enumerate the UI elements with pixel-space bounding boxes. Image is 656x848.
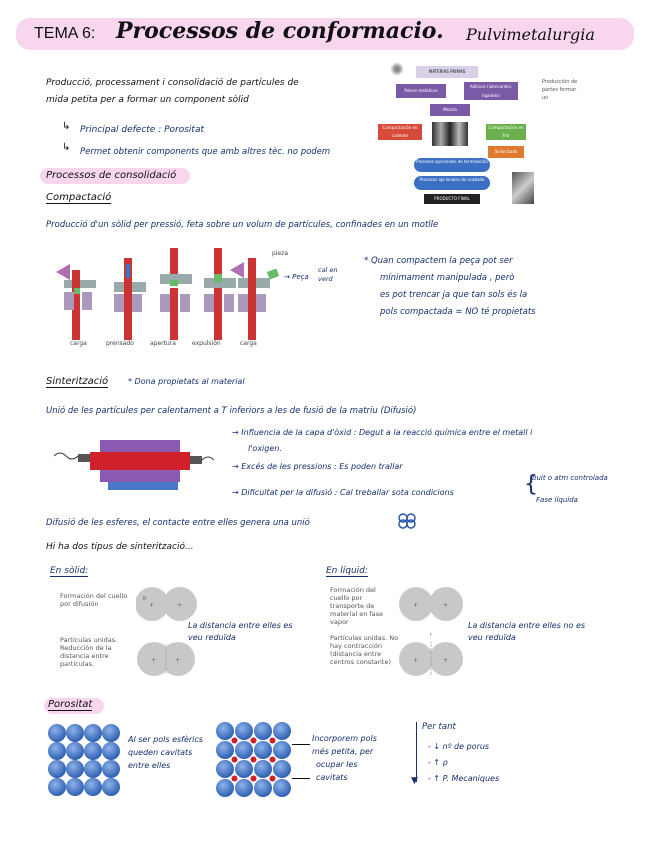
porositat-note-1c: entre elles bbox=[128, 761, 171, 770]
liquid-text-1: Formación del cuello por transporte de material en fase vapor bbox=[330, 586, 384, 626]
compact-note-3: es pot trencar ja que tan sols és la bbox=[380, 290, 528, 300]
brace-icon: { bbox=[524, 472, 538, 497]
sinter-bullet-3-top: buit o atm controlada bbox=[532, 474, 608, 482]
flow-sint: Sinterizado bbox=[488, 146, 524, 158]
flow-left: Polvos metálicos bbox=[396, 84, 446, 98]
arrow-icon: ↳ bbox=[62, 121, 71, 132]
flow-diagram bbox=[378, 62, 538, 208]
porositat-note-1a: Al ser pols esfèrics bbox=[128, 735, 203, 744]
compact-note-2: mínimament manipulada , però bbox=[380, 273, 515, 283]
pointer-line bbox=[292, 778, 310, 779]
flow-photo bbox=[432, 122, 468, 146]
compactacio-heading: Compactació bbox=[46, 192, 112, 203]
peca-label: → Peça bbox=[284, 273, 309, 281]
solid-text-2: Partículas unidas. Reducción de la distancia entre partículas. bbox=[60, 636, 118, 668]
sinter-bullet-1b: l'oxigen. bbox=[248, 444, 282, 453]
svg-text:+: + bbox=[413, 602, 419, 609]
press-label-2: prensado bbox=[106, 340, 134, 347]
flow-photo-2 bbox=[512, 172, 534, 204]
press-label-1: carga bbox=[70, 340, 87, 347]
liquid-heading: En líquid: bbox=[326, 566, 368, 576]
sinteritzat-desc: Unió de les partícules per calentament a T inferiors a les de fusió de la matriu (Difusió) bbox=[46, 406, 417, 416]
sinter-bullet-1-text: Influencia de la capa d'òxid : Degut a la reacció química entre el metall i bbox=[241, 428, 533, 437]
flow-final: PRODUCTO FINAL bbox=[424, 194, 480, 204]
down-arrow-icon: ▼ bbox=[411, 776, 418, 786]
solid-text-1: Formación del cuello por difusión bbox=[60, 592, 128, 608]
rings-icon bbox=[396, 512, 418, 530]
pointer-line bbox=[292, 744, 310, 745]
arrow-icon: ↳ bbox=[62, 142, 71, 153]
press-label-5: carga bbox=[240, 340, 257, 347]
result-1: - ↓ nº de porus bbox=[428, 742, 490, 751]
peca-text: Peça bbox=[292, 273, 309, 281]
press-label-4: expulsión bbox=[192, 340, 221, 347]
liquid-note: La distancia entre elles no es veu reduïda bbox=[468, 621, 586, 642]
title-prefix: TEMA 6: bbox=[34, 25, 96, 42]
solid-heading: En sòlid: bbox=[50, 566, 89, 576]
porositat-note-2a: Incorporem pols bbox=[312, 734, 377, 743]
porositat-note-1b: queden cavitats bbox=[128, 748, 193, 757]
sinter-bullet-1: → Influencia de la capa d'òxid : Degut a la reacció química entre el metall i bbox=[232, 428, 533, 437]
solid-note: La distancia entre elles es veu reduïda bbox=[188, 621, 293, 642]
sinter-bullet-3: → Dificultat per la difusió : Cal treballar sota condicions bbox=[232, 488, 454, 497]
svg-text:+: + bbox=[177, 602, 183, 609]
sinteritzat-heading: Sinterització bbox=[46, 376, 109, 387]
flow-note-a: Procesos opcionales de terminación bbox=[414, 158, 490, 172]
result-bar bbox=[416, 722, 417, 782]
spheres-grid-1 bbox=[48, 724, 122, 800]
result-3: - ↑ P. Mecaniques bbox=[428, 774, 500, 783]
intro-bullet-2: Permet obtenir components que amb altres tèc. no podem bbox=[80, 147, 331, 157]
flow-note-b: Procesos opcionales de acabado bbox=[414, 176, 490, 190]
liquid-text-2: Partículas unidas. No hay contracción (distancia entre centros constante) bbox=[330, 634, 399, 666]
page-subtitle: Pulvimetalurgia bbox=[466, 25, 595, 44]
liquid-spheres bbox=[394, 584, 470, 684]
sinter-furnace-svg bbox=[54, 436, 214, 496]
intro-line-1: Producció, processament i consolidació de partícules de bbox=[46, 78, 299, 88]
svg-text:+: + bbox=[149, 602, 155, 609]
svg-text:r: r bbox=[430, 632, 433, 638]
sinter-bullet-2: → Excés de les pressions : Es poden trallar bbox=[232, 462, 403, 471]
spheres-grid-2 bbox=[216, 722, 292, 800]
esferes-text: Difusió de les esferes, el contacte entre elles genera una unió bbox=[46, 518, 310, 528]
sinter-bullet-3-text: Dificultat per la difusió : Cal treballar sota condicions bbox=[241, 488, 454, 497]
flow-comp-right: Compactación en frío bbox=[486, 124, 526, 140]
compact-note-1: * Quan compactem la peça pot ser bbox=[364, 256, 513, 266]
porositat-note-2d: cavitats bbox=[316, 773, 348, 782]
splash-icon bbox=[388, 62, 406, 76]
flow-top: MATERIAS PRIMAS bbox=[416, 66, 478, 78]
svg-text:+: + bbox=[151, 657, 157, 664]
flow-side-text: Producción de partes formar un bbox=[542, 79, 578, 101]
porositat-note-2b: més petita, per bbox=[312, 747, 374, 756]
flow-mix: Mezcla bbox=[430, 104, 470, 116]
press-label-3: apertura bbox=[150, 340, 176, 347]
svg-text:+: + bbox=[443, 657, 449, 664]
result-2: - ↑ ρ bbox=[428, 758, 448, 767]
flow-right: Aditivos (lubricantes, ligantes) bbox=[464, 82, 518, 100]
pieza-label: pieza bbox=[272, 250, 288, 257]
page-title: Processos de conformacio. bbox=[116, 18, 444, 44]
sinter-furnace bbox=[54, 436, 214, 496]
peca-note: cal en verd bbox=[318, 266, 338, 283]
sinteritzat-note: * Dona propietats al material bbox=[128, 377, 245, 386]
compact-note-4: pols compactada = NO té propietats bbox=[380, 307, 536, 317]
sinter-bullet-3-bot: Fase líquida bbox=[536, 496, 578, 504]
svg-text:+: + bbox=[175, 657, 181, 664]
flow-comp-left: Compactación en caliente bbox=[378, 124, 422, 140]
svg-text:+: + bbox=[413, 657, 419, 664]
porositat-note-2c: ocupar les bbox=[316, 760, 358, 769]
intro-line-2: mida petita per a formar un component sòlid bbox=[46, 95, 249, 105]
result-heading: Per tant bbox=[422, 722, 456, 732]
intro-bullet-1: Principal defecte : Porositat bbox=[80, 125, 204, 135]
svg-text:+: + bbox=[443, 602, 449, 609]
svg-text:R: R bbox=[143, 596, 147, 602]
sinter-bullet-2-text: Excés de les pressions : Es poden trallar bbox=[241, 462, 403, 471]
compactacio-desc: Producció d'un sòlid per pressió, feta sobre un volum de partícules, confinades en un motlle bbox=[46, 220, 439, 230]
consolidacio-heading: Processos de consolidació bbox=[46, 170, 177, 181]
porositat-heading: Porositat bbox=[48, 699, 93, 710]
tipus-text: Hi ha dos tipus de sinterització... bbox=[46, 542, 194, 552]
